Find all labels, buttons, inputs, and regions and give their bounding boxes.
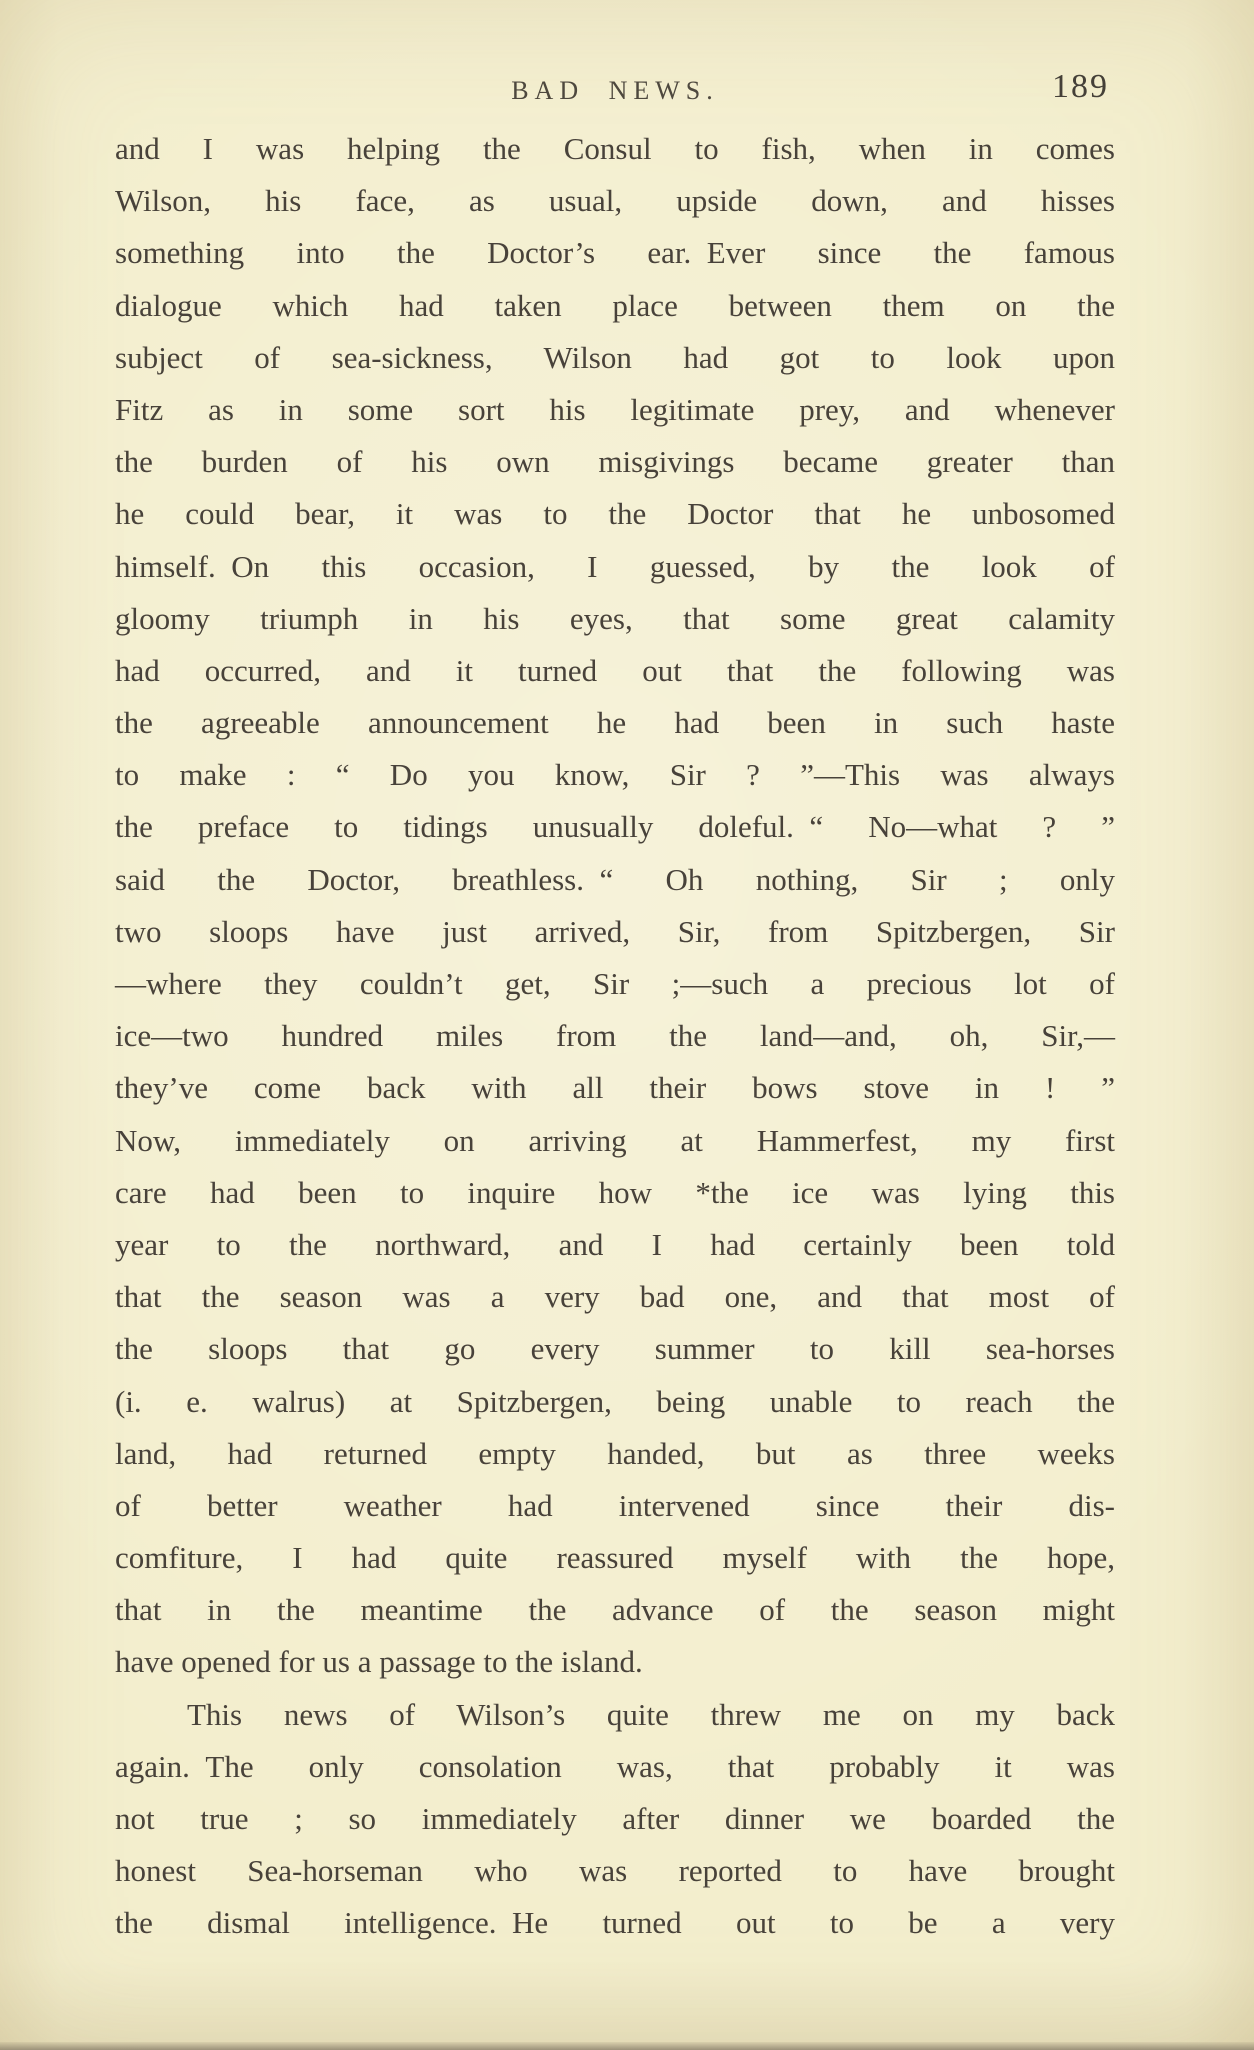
text-line: the preface to tidings unusually doleful. “ No—what ? ” [115,809,1115,845]
page-header [115,68,1115,112]
text-line: the agreeable announcement he had been in such haste [115,705,1115,741]
text-line: gloomy triumph in his eyes, that some great calamity [115,600,1115,636]
text-line: something into the Doctor’s ear. Ever since the famous [115,235,1115,271]
text-line: Fitz as in some sort his legitimate prey, and whenever [115,391,1115,427]
text-line: ice—two hundred miles from the land—and, oh, Sir,— [115,1018,1115,1054]
text-line: comfiture, I had quite reassured myself with the hope, [115,1540,1115,1576]
text-line: have opened for us a passage to the island. [115,1644,643,1680]
body-text [115,123,1115,1950]
text-line: year to the northward, and I had certainly been told [115,1226,1115,1262]
text-line: himself. On this occasion, I guessed, by the look of [115,548,1115,584]
text-line: the sloops that go every summer to kill sea-horses [115,1331,1115,1367]
text-line: two sloops have just arrived, Sir, from Spitzbergen, Sir [115,913,1115,949]
text-line: he could bear, it was to the Doctor that he unbosomed [115,496,1115,532]
text-line: again. The only consolation was, that probably it was [115,1748,1115,1784]
text-line: —where they couldn’t get, Sir ;—such a precious lot of [115,966,1115,1001]
text-line: Wilson, his face, as usual, upside down, and hisses [115,183,1115,219]
text-line: to make : “ Do you know, Sir ? ”—This was always [115,757,1115,793]
text-line: said the Doctor, breathless. “ Oh nothing, Sir ; only [115,861,1115,897]
text-line: This news of Wilson’s quite threw me on my back [187,1696,1115,1732]
text-line: that the season was a very bad one, and that most of [115,1279,1115,1315]
text-line: dialogue which had taken place between them on the [115,287,1115,323]
text-line: care had been to inquire how *the ice was lying this [115,1174,1115,1210]
text-line: the burden of his own misgivings became greater than [115,444,1115,480]
text-line: they’ve come back with all their bows stove in ! ” [115,1070,1115,1106]
text-line: that in the meantime the advance of the season might [115,1592,1115,1628]
text-line: land, had returned empty handed, but as three weeks [115,1435,1115,1471]
text-line: (i. e. walrus) at Spitzbergen, being unable to reach the [115,1383,1115,1419]
running-title: BAD NEWS. [511,76,719,105]
text-line: not true ; so immediately after dinner we boarded the [115,1801,1115,1836]
text-line: honest Sea-horseman who was reported to have brought [115,1853,1115,1889]
text-line: the dismal intelligence. He turned out to be a very [115,1905,1115,1941]
text-line: had occurred, and it turned out that the following was [115,652,1115,688]
page-number: 189 [1052,68,1109,105]
text-line: of better weather had intervened since their dis- [115,1487,1115,1523]
text-line: Now, immediately on arriving at Hammerfest, my first [115,1122,1115,1158]
text-line: and I was helping the Consul to fish, when in comes [115,131,1115,166]
text-line: subject of sea-sickness, Wilson had got to look upon [115,339,1115,375]
